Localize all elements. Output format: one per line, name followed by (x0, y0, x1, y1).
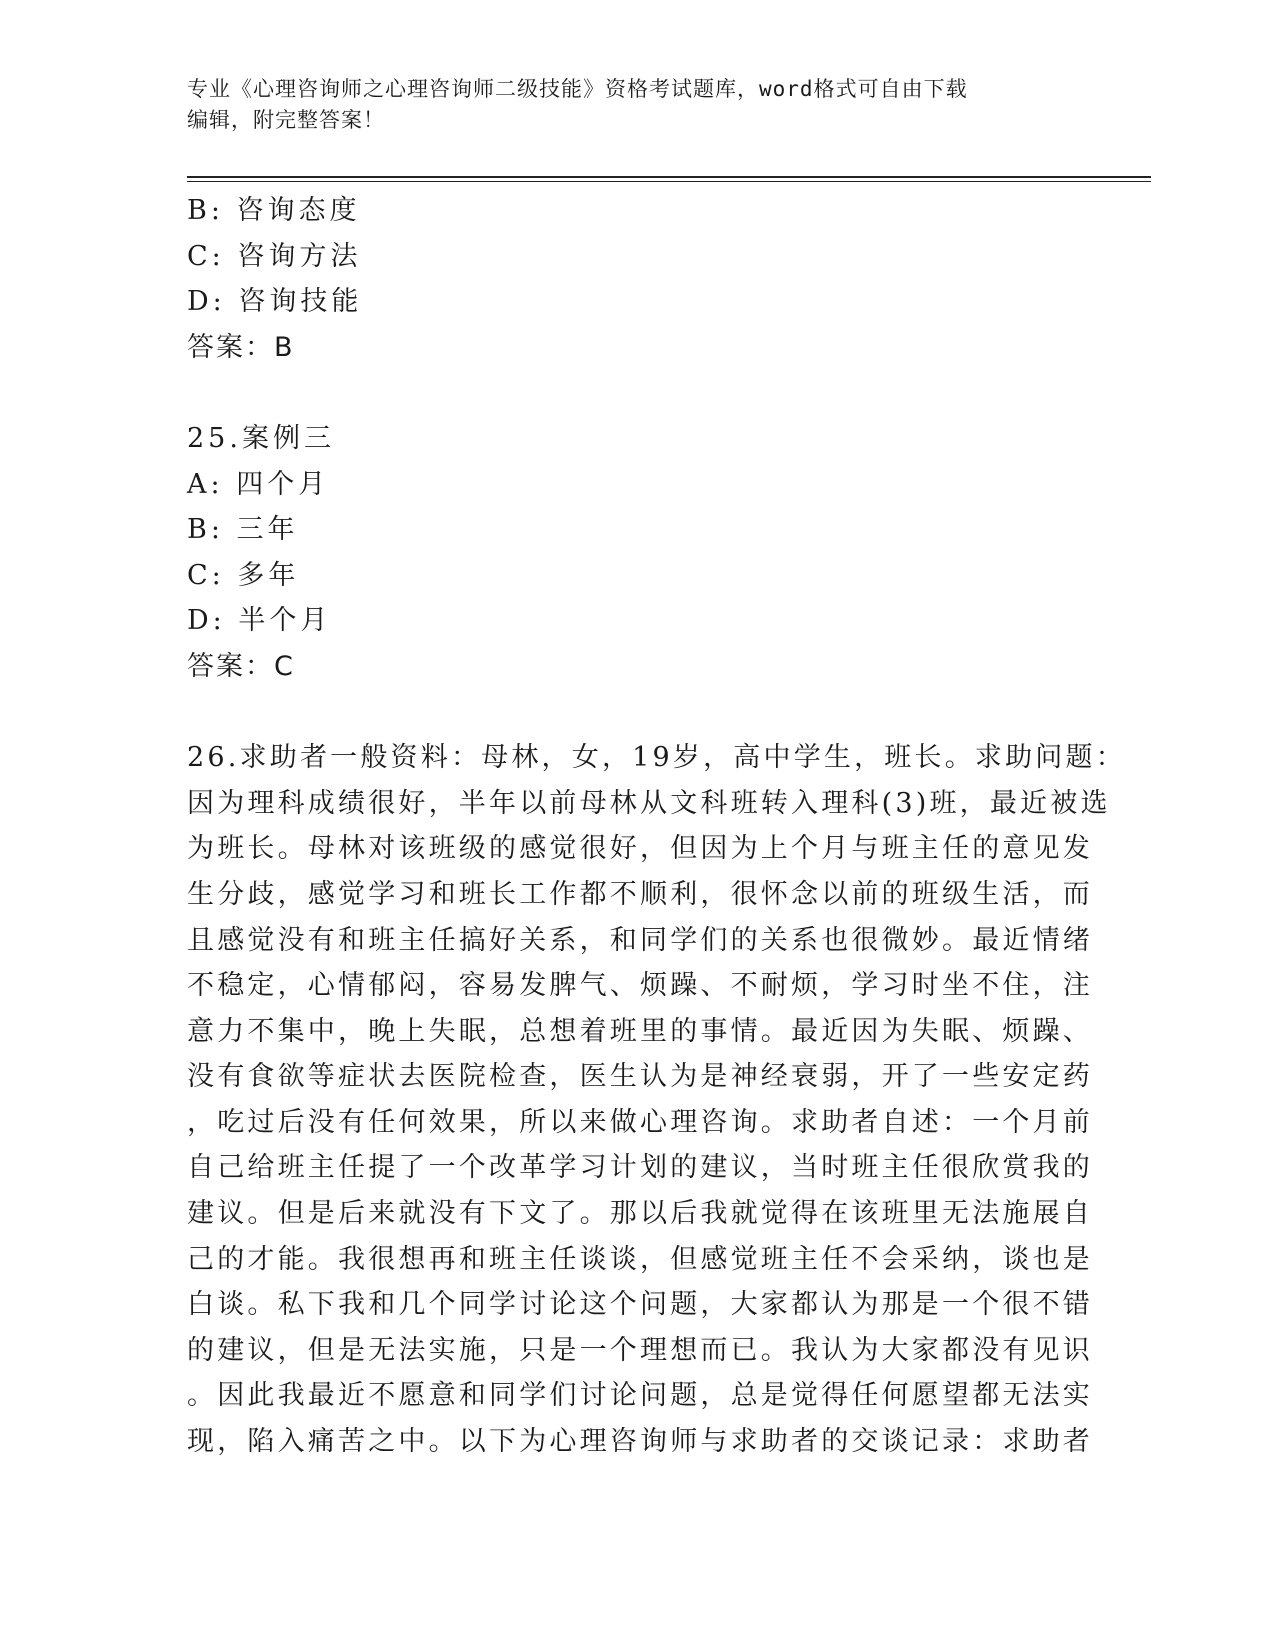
option-text: 多年 (237, 559, 300, 591)
paragraph-line: 没有食欲等症状去医院检查，医生认为是神经衰弱，开了一些安定药 (187, 1061, 1093, 1093)
option-text: 半个月 (238, 605, 332, 637)
header-line-2: 编辑，附完整答案！ (187, 108, 385, 132)
option-d (187, 598, 1087, 644)
paragraph-line: 建议。但是后来就没有下文了。那以后我就觉得在该班里无法施展自 (187, 1198, 1093, 1230)
option-b (187, 188, 1087, 234)
question-25 (187, 416, 1087, 690)
option-label: B: (187, 514, 224, 546)
paragraph-line: 现，陷入痛苦之中。以下为心理咨询师与求助者的交谈记录：求助者 (187, 1426, 1093, 1458)
paragraph-line: 因为理科成绩很好，半年以前母林从文科班转入理科(3)班，最近被选 (187, 787, 1111, 819)
option-text: 三年 (236, 514, 299, 546)
option-text: 咨询技能 (238, 286, 363, 318)
question-title: 25.案例三 (187, 422, 335, 454)
paragraph-line: 且感觉没有和班主任搞好关系，和同学们的关系也很微妙。最近情绪 (187, 924, 1093, 956)
option-label: D: (187, 286, 226, 318)
paragraph-line: 意力不集中，晚上失眠，总想着班里的事情。最近因为失眠、烦躁、 (187, 1015, 1093, 1047)
option-label: A: (187, 468, 224, 500)
option-d (187, 279, 1087, 325)
option-b (187, 507, 1087, 553)
paragraph-line: 生分歧，感觉学习和班长工作都不顺利，很怀念以前的班级生活，而 (187, 878, 1093, 910)
paragraph-line: 为班长。母林对该班级的感觉很好，但因为上个月与班主任的意见发 (187, 833, 1093, 865)
option-c (187, 553, 1087, 599)
paragraph-line: 不稳定，心情郁闷，容易发脾气、烦躁、不耐烦，学习时坐不住，注 (187, 970, 1093, 1002)
paragraph-line: 自己给班主任提了一个改革学习计划的建议，当时班主任很欣赏我的 (187, 1152, 1093, 1184)
paragraph-line: 的建议，但是无法实施，只是一个理想而已。我认为大家都没有见识 (187, 1334, 1093, 1366)
option-label: C: (187, 240, 225, 272)
spacer (187, 370, 1087, 416)
option-label: D: (187, 605, 226, 637)
option-c (187, 234, 1087, 280)
header-line-1: 专业《心理咨询师之心理咨询师二级技能》资格考试题库，word格式可自由下载 (187, 77, 968, 101)
option-label: C: (187, 559, 225, 591)
option-text: 咨询方法 (237, 240, 362, 272)
header-divider-thick (187, 176, 1151, 178)
paragraph-line: 白谈。私下我和几个同学讨论这个问题，大家都认为那是一个很不错 (187, 1289, 1093, 1321)
option-text: 四个月 (236, 468, 330, 500)
answer-line: 答案：C (187, 650, 295, 682)
question-26 (187, 735, 1126, 1465)
paragraph-line: 己的才能。我很想再和班主任谈谈，但感觉班主任不会采纳，谈也是 (187, 1243, 1093, 1275)
option-label: B: (187, 195, 224, 226)
page-header (187, 74, 1067, 136)
option-text: 咨询态度 (236, 195, 361, 226)
paragraph-line: ，吃过后没有任何效果，所以来做心理咨询。求助者自述：一个月前 (187, 1106, 1093, 1138)
paragraph-line: 26.求助者一般资料：母林，女，19岁，高中学生，班长。求助问题： (187, 742, 1126, 774)
answer-line: 答案：B (187, 331, 295, 363)
question-24-options (187, 188, 1087, 370)
header-divider-thin (187, 181, 1151, 182)
option-a (187, 462, 1087, 508)
spacer (187, 690, 1087, 736)
paragraph-line: 。因此我最近不愿意和同学们讨论问题，总是觉得任何愿望都无法实 (187, 1380, 1093, 1412)
document-body (187, 188, 1126, 1465)
